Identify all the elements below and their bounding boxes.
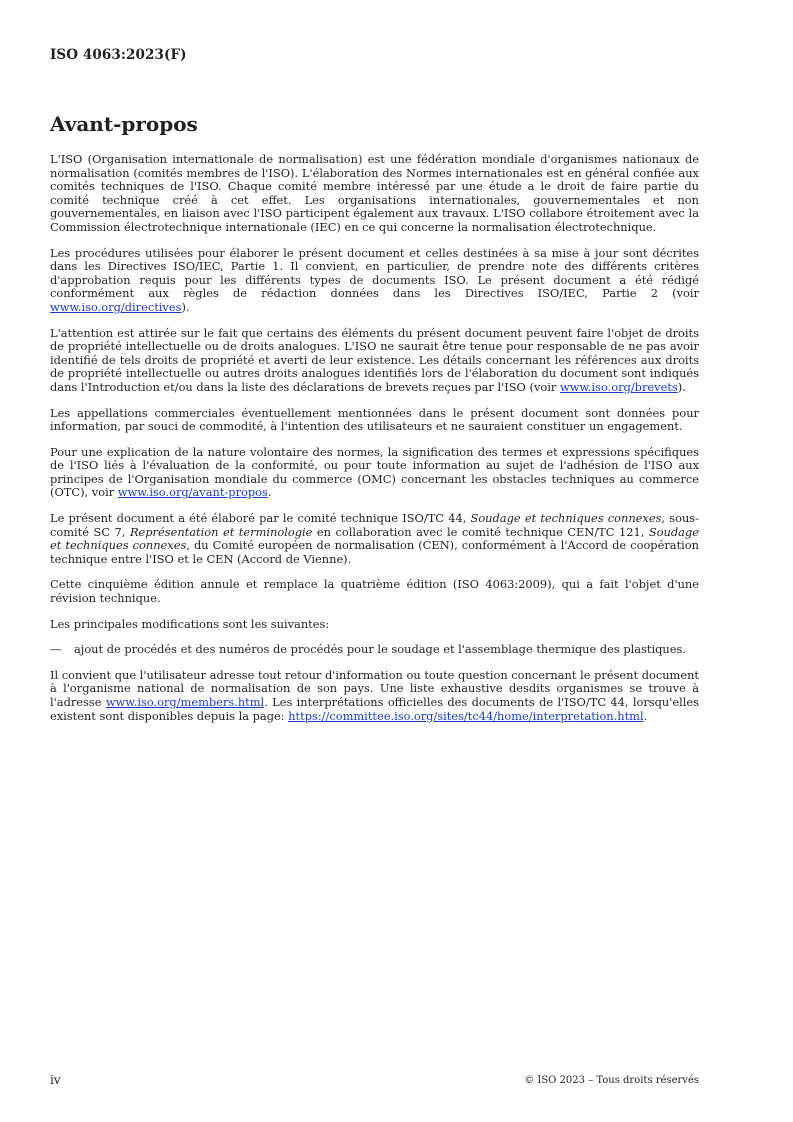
link-avant-propos[interactable]: www.iso.org/avant-propos	[117, 485, 268, 500]
paragraph-iso-intro: L'ISO (Organisation internationale de normalisation) est une fédération mondiale d'organismes nationaux de normalisation (comités membres de l'ISO). L'élaboration des Normes internationales est en général confiée aux comités techniques de l'ISO. Chaque comité membre intéressé par une étude a le droit de faire partie du comité technique créé à cet effet. Les organisations internationales, gouvernementales et non gouvernementales, en liaison avec l'ISO participent également aux travaux. L'ISO collabore étroitement avec la Commission électrotechnique internationale (IEC) en ce qui concerne la normalisation électrotechnique.	[50, 152, 699, 234]
copyright-notice: © ISO 2023 – Tous droits réservés	[524, 1075, 699, 1086]
paragraph-committee: Le présent document a été élaboré par le comité technique ISO/TC 44, Soudage et techniques connexes, sous-comité SC 7, Représentation et terminologie en collaboration avec le comité technique CEN/TC 121, Soudage et techniques connexes, du Comité européen de normalisation (CEN), conformément à l'Accord de coopération technique entre l'ISO et le CEN (Accord de Vienne).	[50, 511, 700, 566]
paragraph-patents: L'attention est attirée sur le fait que certains des éléments du présent document peuvent faire l'objet de droits de propriété intellectuelle ou de droits analogues. L'ISO ne saurait être tenue pour responsable de ne pas avoir identifié de tels droits de propriété et averti de leur existence. Les détails concernant les références aux droits de propriété intellectuelle ou autres droits analogues identifiés lors de l'élaboration du document sont indiqués dans l'Introduction et/ou dans la liste des déclarations de brevets reçues par l'ISO (voir www.iso.org/brevets).	[50, 325, 699, 394]
link-interpretation[interactable]: https://committee.iso.org/sites/tc44/home/interpretation.html	[288, 708, 644, 723]
paragraph-changes-intro: Les principales modifications sont les suivantes:	[50, 616, 330, 631]
paragraph-edition: Cette cinquième édition annule et remplace la quatrième édition (ISO 4063:2009), qui a fait l'objet d'une révision technique.	[50, 577, 699, 606]
list-item-text: ajout de procédés et des numéros de procédés pour le soudage et l'assemblage thermique des plastiques.	[74, 642, 686, 657]
body-content	[50, 153, 699, 735]
paragraph-voluntary-nature: Pour une explication de la nature volontaire des normes, la signification des termes et expressions spécifiques de l'ISO liés à l'évaluation de la conformité, ou pour toute information au sujet de l'adhésion de l'ISO aux principes de l'Organisation mondiale du commerce (OMC) concernant les obstacles techniques au commerce (OTC), voir www.iso.org/avant-propos.	[50, 444, 699, 500]
list-dash: —	[50, 642, 62, 657]
page-number: iv	[50, 1073, 61, 1087]
section-title: Avant-propos	[50, 112, 198, 136]
document-id: ISO 4063:2023(F)	[50, 47, 187, 63]
link-directives[interactable]: www.iso.org/directives	[50, 299, 182, 314]
list-item	[50, 643, 699, 657]
paragraph-procedures: Les procédures utilisées pour élaborer le présent document et celles destinées à sa mise à jour sont décrites dans les Directives ISO/IEC, Partie 1. Il convient, en particulier, de prendre note des différents critères d'approbation requis pour les différents types de documents ISO. Le présent document a été rédigé conformément aux règles de rédaction données dans les Directives ISO/IEC, Partie 2 (voir www.iso.org/directives).	[50, 245, 699, 314]
link-members[interactable]: www.iso.org/members.html	[105, 695, 265, 709]
paragraph-trade-names: Les appellations commerciales éventuellement mentionnées dans le présent document sont données pour information, par souci de commodité, à l'intention des utilisateurs et ne sauraient constituer un engagement.	[50, 405, 699, 434]
link-brevets[interactable]: www.iso.org/brevets	[559, 379, 678, 394]
paragraph-feedback: Il convient que l'utilisateur adresse tout retour d'information ou toute question concernant le présent document à l'organisme national de normalisation de son pays. Une liste exhaustive desdits organismes se trouve à l'adresse www.iso.org/members.html. Les interprétations officielles des documents de l'ISO/TC 44, lorsqu'elles existent sont disponibles depuis la page: https://committee.iso.org/sites/tc44/home/interpretation.html.	[50, 667, 700, 723]
